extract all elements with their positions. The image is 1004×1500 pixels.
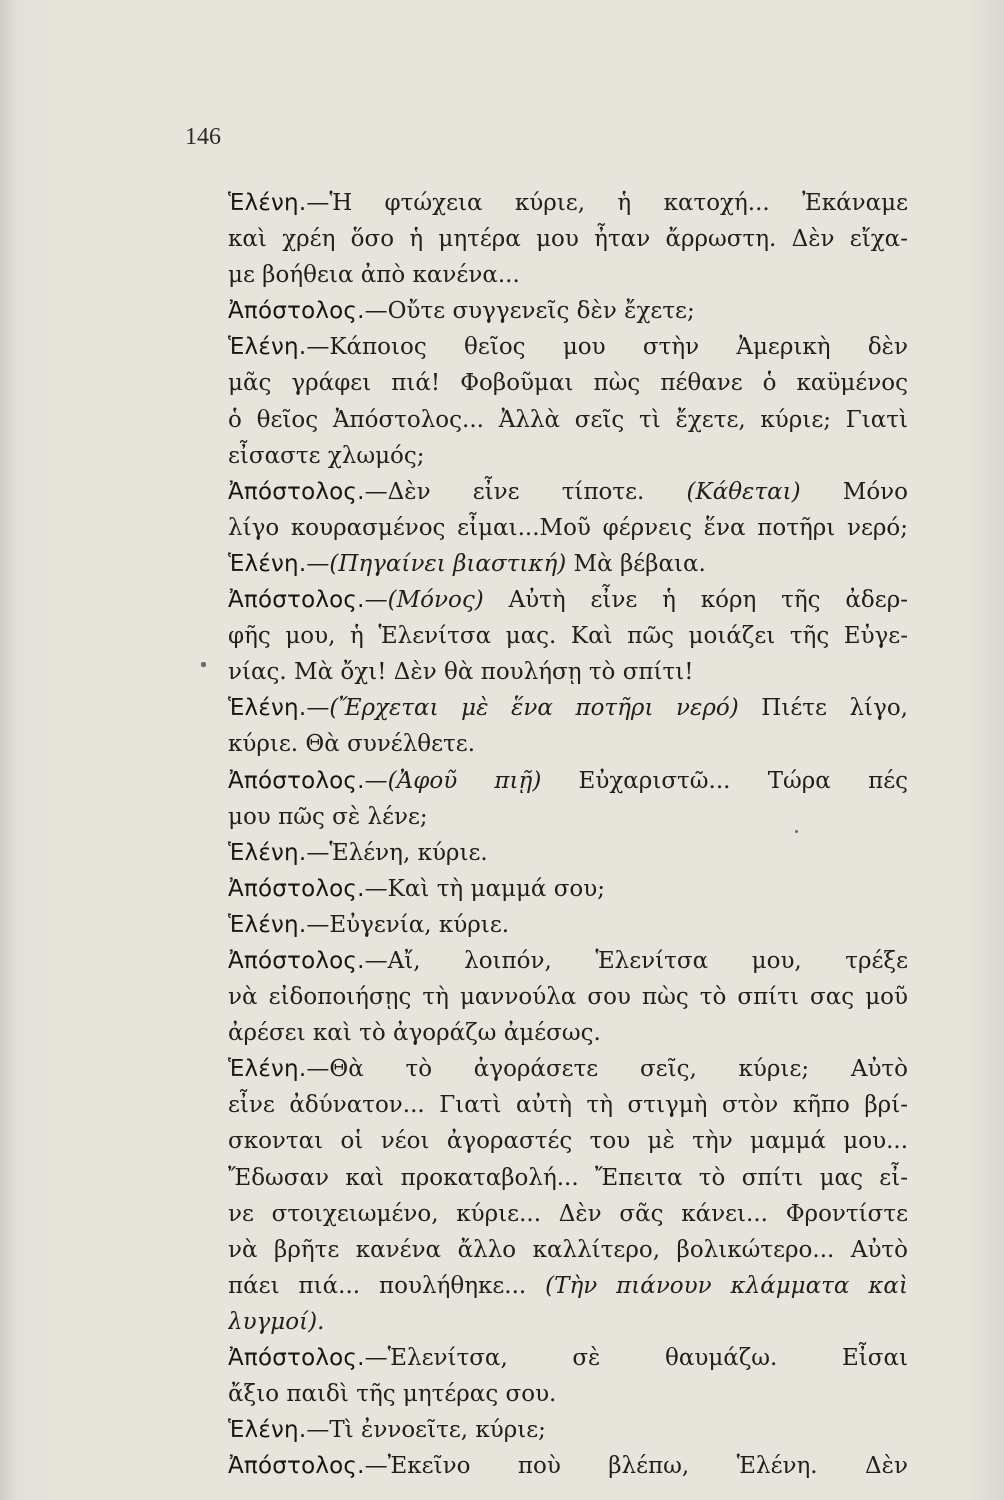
dialogue-text-span: νὰ εἰδοποιήσῃς τὴ μαννούλα σου πὼς τὸ σπίτι σας μοῦ [228,984,908,1011]
speaker-name: Ἑλένη. [228,334,307,361]
text-line [228,221,908,257]
speaker-name: Ἑλένη. [228,550,307,577]
page-number: 146 [185,124,221,150]
dialogue-text-span: Μὰ βέβαια. [566,550,706,577]
dialogue-text-span: μᾶς γράφει πιά! Φοβοῦμαι πὼς πέθανε ὁ καϋμένος [228,370,908,397]
stage-direction: (Μόνος) [387,587,484,614]
dialogue-text-span: —Δὲν εἶνε τίποτε. [364,478,687,505]
ink-speck [201,662,206,667]
dialogue-text-span: —Οὔτε συγγενεῖς δὲν ἔχετε; [364,298,695,325]
text-line [228,1160,908,1196]
speaker-name: Ἀπόστολος. [228,1453,365,1480]
dialogue-text-span: —Θὰ τὸ ἀγοράσετε σεῖς, κύριε; Αὐτὸ [306,1056,908,1083]
text-line [228,835,908,871]
text-line [228,257,908,293]
text-line [228,690,908,726]
text-line [228,1340,908,1376]
text-line [228,799,908,835]
dialogue-text-span: φῆς μου, ἡ Ἑλενίτσα μας. Καὶ πῶς μοιάζει τῆς Εὐγε- [228,623,908,650]
dialogue-text-span: νίας. Μὰ ὄχι! Δὲν θὰ πουλήσῃ τὸ σπίτι! [228,659,694,686]
dialogue-text-span: —Κάποιος θεῖος μου στὴν Ἀμερικὴ δὲν [306,334,908,361]
stage-direction: (Κάθεται) [686,478,801,505]
text-line [228,943,908,979]
dialogue-text-span: —Ἡ φτώχεια κύριε, ἡ κατοχή... Ἐκάναμε [306,190,908,216]
dialogue-text-span: —Ἑλένη, κύριε. [306,839,488,866]
dialogue-text-span: — [364,587,388,614]
dialogue-text-span: Μόνο [800,478,908,505]
dialogue-text-span: νὰ βρῆτε κανένα ἄλλο καλλίτερο, βολικώτερο... Αὐτὸ [228,1236,908,1263]
text-line [228,1448,908,1484]
dialogue-text-span: Ἔδωσαν καὶ προκαταβολή... Ἔπειτα τὸ σπίτι μας εἶ- [228,1164,908,1191]
text-line [228,1268,908,1304]
text-line [228,1412,908,1448]
speaker-name: Ἑλένη. [228,1056,307,1083]
text-line [228,510,908,546]
dialogue-text-span: λίγο κουρασμένος εἶμαι...Μοῦ φέρνεις ἕνα ποτῆρι νερό; [228,514,908,541]
dialogue-text-span: —Ἐκεῖνο ποὺ βλέπω, Ἑλένη. Δὲν [364,1453,908,1480]
text-line [228,618,908,654]
speaker-name: Ἀπόστολος. [228,875,365,902]
dialogue-text-span: Αὐτὴ εἶνε ἡ κόρη τῆς ἀδερ- [483,587,908,614]
text-line [228,1196,908,1232]
speaker-name: Ἀπόστολος. [228,767,365,794]
dialogue-text-span: εἶσαστε χλωμός; [228,442,425,469]
text-line [228,654,908,690]
speaker-name: Ἑλένη. [228,190,307,216]
dialogue-text-span: — [364,767,388,794]
text-line [228,1015,908,1051]
text-line [228,1087,908,1123]
speaker-name: Ἑλένη. [228,839,307,866]
dialogue-text-span: —Εὐγενία, κύριε. [306,911,510,938]
ink-speck [795,830,798,833]
text-line [228,438,908,474]
dialogue-text-span: ἀρέσει καὶ τὸ ἀγοράζω ἀμέσως. [228,1020,601,1047]
text-line [228,293,908,329]
dialogue-text-span: — [306,550,330,577]
text-line [228,1123,908,1159]
text-line [228,1376,908,1412]
dialogue-text-span: Εὐχαριστῶ... Τώρα πές [541,767,908,794]
stage-direction: (Τὴν πιάνουν κλάμματα καὶ [545,1272,908,1299]
stage-direction: (Πηγαίνει βιαστική) [329,550,567,577]
dialogue-text-span: εἶνε ἀδύνατον... Γιατὶ αὐτὴ τὴ στιγμὴ στὸν κῆπο βρί- [228,1092,908,1119]
text-line [228,185,908,221]
dialogue-text-span: — [306,695,330,722]
text-line [228,546,908,582]
dialogue-text-span: —Αἴ, λοιπόν, Ἑλενίτσα μου, τρέξε [364,947,908,974]
speaker-name: Ἀπόστολος. [228,587,365,614]
dialogue-text-span: —Καὶ τὴ μαμμά σου; [364,875,606,902]
speaker-name: Ἑλένη. [228,911,307,938]
speaker-name: Ἀπόστολος. [228,947,365,974]
text-line [228,1232,908,1268]
dialogue-text-span: ἄξιο παιδὶ τῆς μητέρας σου. [228,1381,557,1408]
dialogue-text-span: —Τὶ ἐννοεῖτε, κύριε; [306,1417,546,1444]
text-line [228,871,908,907]
dialogue-text [228,185,908,1484]
text-line [228,402,908,438]
speaker-name: Ἑλένη. [228,695,307,722]
text-line [228,726,908,762]
text-line [228,979,908,1015]
dialogue-text-span: σκονται οἱ νέοι ἀγοραστές του μὲ τὴν μαμμά μου... [228,1128,908,1155]
text-line [228,1051,908,1087]
text-line [228,582,908,618]
text-line [228,329,908,365]
stage-direction: (Ἔρχεται μὲ ἕνα ποτῆρι νερό) [329,695,739,722]
speaker-name: Ἀπόστολος. [228,1345,365,1371]
speaker-name: Ἀπόστολος. [228,298,365,325]
dialogue-text-span: νε στοιχειωμένο, κύριε... Δὲν σᾶς κάνει... Φροντίστε [228,1200,908,1227]
stage-direction: λυγμοί). [228,1308,325,1335]
text-line [228,365,908,401]
dialogue-text-span: μου πῶς σὲ λένε; [228,803,428,830]
text-line [228,907,908,943]
dialogue-text-span: κύριε. Θὰ συνέλθετε. [228,731,476,758]
dialogue-text-span: με βοήθεια ἀπὸ κανένα... [228,262,520,289]
stage-direction: (Ἀφοῦ πιῇ) [387,767,542,794]
dialogue-text-span: Πιέτε λίγο, [738,695,908,722]
dialogue-text-span: καὶ χρέη ὅσο ἡ μητέρα μου ἦταν ἄρρωστη. Δὲν εἴχα- [228,226,908,253]
text-line [228,1304,908,1340]
speaker-name: Ἑλένη. [228,1417,307,1444]
text-line [228,474,908,510]
dialogue-text-span: ὁ θεῖος Ἀπόστολος... Ἀλλὰ σεῖς τὶ ἔχετε, κύριε; Γιατὶ [228,406,908,433]
speaker-name: Ἀπόστολος. [228,478,365,505]
dialogue-text-span: πάει πιά... πουλήθηκε... [228,1272,546,1299]
dialogue-text-span: —Ἑλενίτσα, σὲ θαυμάζω. Εἶσαι [364,1345,908,1371]
text-line [228,763,908,799]
